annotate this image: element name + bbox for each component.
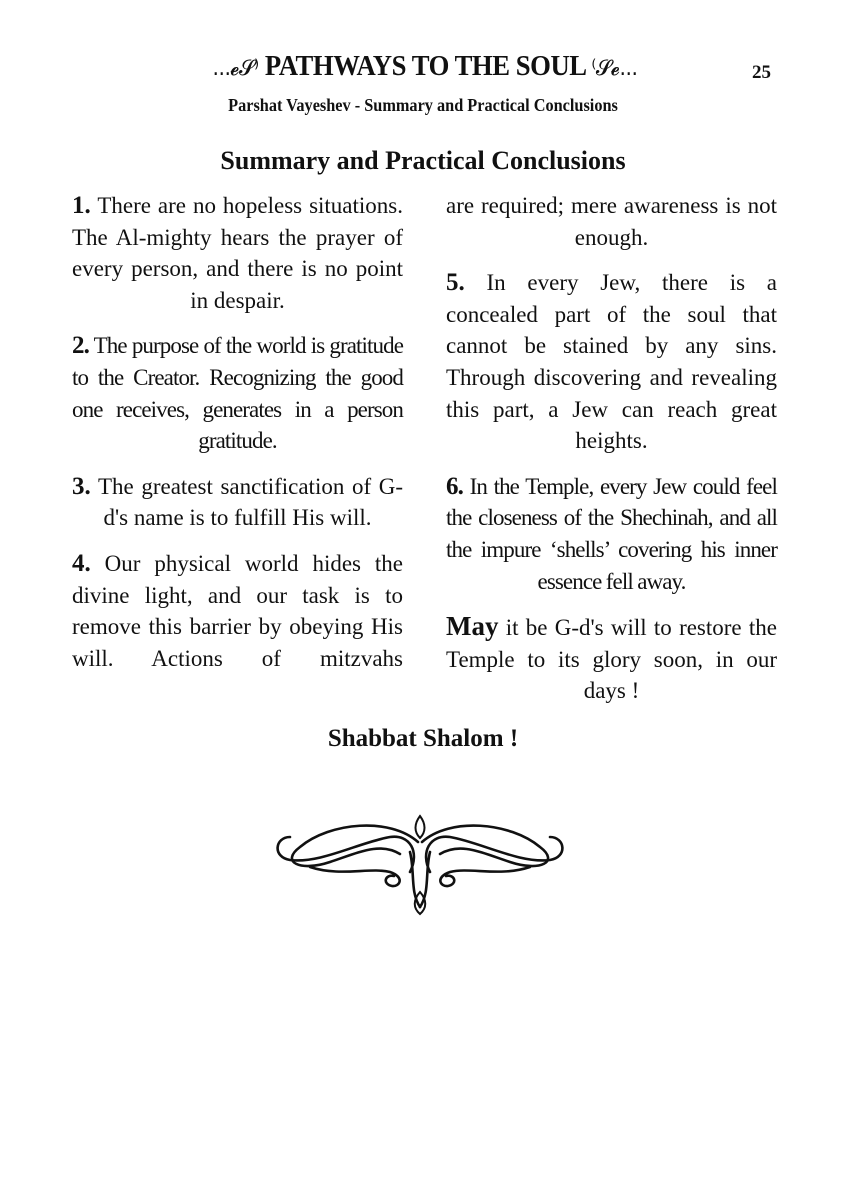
item-text: The purpose of the world is gratitude to the Creator. Recognizing the good one receives, generates in a person gratitude. xyxy=(72,333,404,454)
item-number: 5. xyxy=(446,269,465,297)
item-number: 4. xyxy=(72,549,91,577)
chapter-subtitle: Parshat Vayeshev - Summary and Practical Conclusions xyxy=(228,95,618,115)
item-number: 2. xyxy=(72,332,89,360)
item-text: Our physical world hides the divine light, and our task is to remove this barrier by obeying His will. Actions of mitzvahs xyxy=(72,550,403,671)
list-item xyxy=(446,267,777,457)
book-title: PATHWAYS TO THE SOUL xyxy=(264,50,586,82)
list-item xyxy=(446,471,777,597)
item-number: 6. xyxy=(446,472,463,500)
right-column xyxy=(446,190,777,721)
page-number: 25 xyxy=(752,62,771,83)
list-item xyxy=(72,548,403,674)
item-text: In every Jew, there is a concealed part of the soul that cannot be stained by any sins. Through discovering and revealing this part, a Jew can reach great heights. xyxy=(446,270,778,454)
closing-blessing xyxy=(446,611,777,707)
item-number: 1. xyxy=(72,192,91,219)
list-item-continued xyxy=(446,190,777,253)
section-title: Summary and Practical Conclusions xyxy=(220,146,626,175)
item-text: There are no hopeless situations. The Al-mighty hears the prayer of every person, and there is no point in despair. xyxy=(72,193,403,313)
running-header xyxy=(135,50,715,83)
ornament-left-icon: ...𝓮𝓢⁾ xyxy=(212,56,259,81)
item-text: In the Temple, every Jew could feel the closeness of the Shechinah, and all the impure ‘shells’ covering his inner essence fell away. xyxy=(446,473,777,594)
list-item xyxy=(72,471,403,534)
item-number: 3. xyxy=(72,472,91,500)
item-text: The greatest sanctification of G-d's name is to fulfill His will. xyxy=(97,473,403,531)
list-item xyxy=(72,330,403,456)
sign-off: Shabbat Shalom ! xyxy=(327,725,519,752)
ornament-right-icon: ⁽𝓢𝓮... xyxy=(591,56,638,81)
closing-lead: May xyxy=(446,611,499,642)
flourish-right-half xyxy=(420,826,562,907)
flourish-left-half xyxy=(278,826,420,907)
flourish-ornament-icon xyxy=(270,812,570,917)
list-item xyxy=(72,190,403,316)
closing-text: it be G-d's will to restore the Temple to its glory soon, in our days ! xyxy=(446,615,778,704)
left-column xyxy=(72,190,403,688)
item-text: are required; mere awareness is not enough. xyxy=(446,193,777,250)
